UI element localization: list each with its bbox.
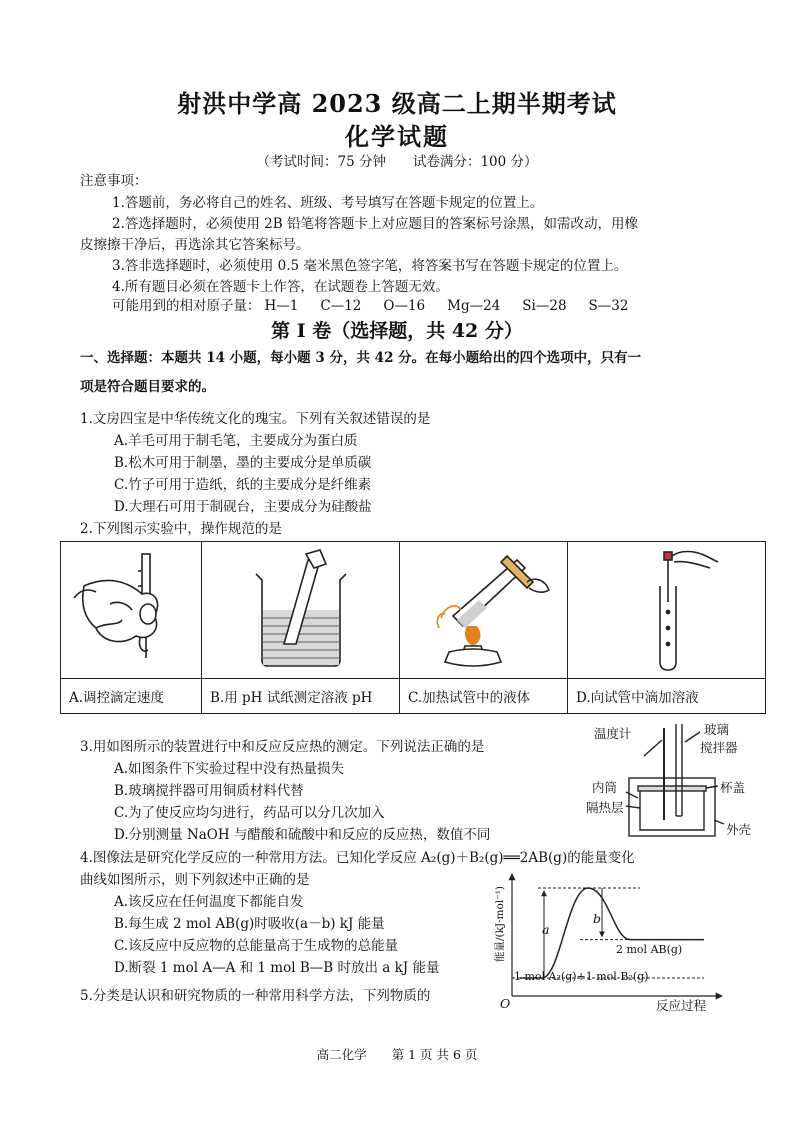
question-4-option: D.断裂 1 mol A—A 和 1 mol B—B 时放出 a kJ 能量	[114, 960, 440, 976]
mass-label: 可能用到的相对原子量：	[112, 298, 261, 314]
question-3-option: C.为了使反应均匀进行，药品可以分几次加入	[114, 805, 385, 821]
question-1-option: A.羊毛可用于制毛笔，主要成分为蛋白质	[114, 433, 358, 449]
exam-info: （考试时间：75 分钟 试卷满分：100 分）	[256, 154, 538, 170]
question-1-option: D.大理石可用于制砚台，主要成分为硅酸盐	[114, 499, 372, 515]
exam-subtitle: 化学试题	[345, 122, 449, 151]
note-item: 皮擦擦干净后，再选涂其它答案标号。	[80, 237, 310, 253]
label-insulation: 隔热层	[586, 800, 624, 815]
question-2-caption: A.调控滴定速度	[61, 679, 202, 714]
label-stirrer: 玻璃	[704, 722, 730, 737]
label-inner: 内筒	[592, 780, 618, 795]
mass-item: C—12	[320, 298, 362, 314]
b-label: b	[593, 911, 602, 926]
exam-title: 射洪中学高 2023 级高二上期半期考试	[177, 89, 617, 118]
y-axis-label: 能量/(kJ·mol⁻¹)	[494, 885, 506, 962]
question-2-table	[60, 541, 766, 714]
burette-hand-icon	[66, 546, 196, 671]
x-axis-label: 反应过程	[656, 998, 707, 1013]
question-2-caption: B.用 pH 试纸测定溶液 pH	[202, 679, 400, 714]
question-4-option: A.该反应在任何温度下都能自发	[114, 894, 304, 910]
question-2-caption: D.向试管中滴加溶液	[568, 679, 766, 714]
illustration-heating	[400, 542, 568, 679]
question-2-caption: C.加热试管中的液体	[400, 679, 568, 714]
products-label: 2 mol AB(g)	[616, 943, 683, 956]
label-lid: 杯盖	[720, 780, 746, 795]
note-item: 2.答选择题时，必须使用 2B 铅笔将答题卡上对应题目的答案标号涂黑，如需改动，用橡	[112, 216, 638, 232]
question-5-stem: 5.分类是认识和研究物质的一种常用科学方法，下列物质的	[80, 988, 431, 1004]
beaker-ph-paper-icon	[236, 546, 366, 671]
reactants-label: 1 mol A₂(g)+1 mol B₂(g)	[514, 970, 649, 983]
illustration-ph-paper	[202, 542, 400, 679]
a-label: a	[542, 922, 550, 937]
section-title: 第 I 卷（选择题，共 42 分）	[271, 320, 523, 342]
mass-item: Mg—24	[447, 298, 501, 314]
note-item: 1.答题前，务必将自己的姓名、班级、考号填写在答题卡规定的位置上。	[112, 195, 544, 211]
page-footer: 高二化学 第 1 页 共 6 页	[316, 1047, 478, 1062]
alcohol-lamp-icon	[409, 546, 559, 671]
label-stirrer: 搅拌器	[700, 740, 738, 755]
question-4-stem: 4.图像法是研究化学反应的一种常用方法。已知化学反应 A₂(g)＋B₂(g)══2AB(g)的能量变化	[80, 850, 635, 866]
section-instruction: 项是符合题目要求的。	[80, 379, 215, 395]
notes-heading: 注意事项：	[80, 173, 148, 189]
label-shell: 外壳	[726, 822, 752, 837]
illustration-dropper	[568, 542, 766, 679]
question-2-stem: 2.下列图示实验中，操作规范的是	[80, 521, 282, 537]
note-item: 4.所有题目必须在答题卡上作答，在试题卷上答题无效。	[112, 279, 449, 295]
question-3-option: A.如图条件下实验过程中没有热量损失	[114, 761, 345, 777]
question-3-stem: 3.用如图所示的装置进行中和反应反应热的测定。下列说法正确的是	[80, 739, 485, 755]
question-1-option: B.松木可用于制墨，墨的主要成分是单质碳	[114, 455, 372, 471]
mass-item: S—32	[588, 298, 629, 314]
question-4-stem: 曲线如图所示，则下列叙述中正确的是	[80, 872, 310, 888]
mass-item: Si—28	[522, 298, 567, 314]
question-3-option: D.分别测量 NaOH 与醋酸和硫酸中和反应的反应热，数值不同	[114, 827, 491, 843]
test-tube-dropper-icon	[602, 546, 732, 671]
question-1-option: C.竹子可用于造纸，纸的主要成分是纤维素	[114, 477, 372, 493]
calorimeter-diagram	[586, 720, 780, 845]
question-3-option: B.玻璃搅拌器可用铜质材料代替	[114, 783, 304, 799]
illustration-burette	[61, 542, 202, 679]
note-item: 3.答非选择题时，必须使用 0.5 毫米黑色签字笔，将答案书写在答题卡规定的位置上。	[112, 258, 628, 274]
energy-chart-svg	[490, 864, 730, 1014]
mass-item: O—16	[383, 298, 426, 314]
energy-chart	[490, 864, 730, 1014]
section-instruction: 一、选择题：本题共 14 小题，每小题 3 分，共 42 分。在每小题给出的四个选项中，只有一	[80, 350, 642, 366]
origin-label: O	[500, 996, 511, 1011]
question-4-option: C.该反应中反应物的总能量高于生成物的总能量	[114, 938, 399, 954]
mass-item: H—1	[264, 298, 299, 314]
atomic-masses	[112, 296, 650, 316]
label-thermometer: 温度计	[594, 726, 632, 741]
question-1-stem: 1.文房四宝是中华传统文化的瑰宝。下列有关叙述错误的是	[80, 411, 431, 427]
question-4-option: B.每生成 2 mol AB(g)时吸收(a－b) kJ 能量	[114, 916, 385, 932]
